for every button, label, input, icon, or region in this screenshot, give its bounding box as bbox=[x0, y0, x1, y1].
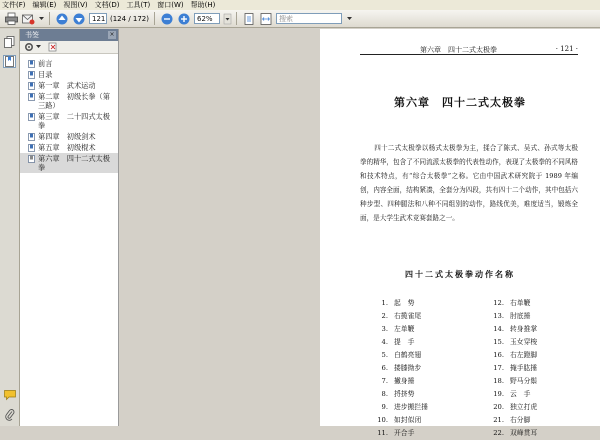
bookmark-item[interactable] bbox=[20, 111, 118, 131]
move-item bbox=[372, 427, 428, 440]
move-number: 2. bbox=[381, 312, 388, 320]
bookmark-icon bbox=[28, 113, 35, 121]
bookmark-icon bbox=[28, 71, 35, 79]
move-name: 提 手 bbox=[394, 338, 415, 346]
next-page-icon[interactable] bbox=[72, 12, 86, 26]
move-item bbox=[372, 362, 428, 375]
zoom-in-icon[interactable] bbox=[177, 12, 191, 26]
move-number: 22. bbox=[493, 429, 504, 437]
bookmark-icon bbox=[28, 144, 35, 152]
bookmark-item[interactable] bbox=[20, 131, 118, 142]
move-item bbox=[488, 336, 537, 349]
zoom-dropdown-icon[interactable] bbox=[223, 12, 231, 26]
running-head bbox=[360, 43, 578, 55]
menu-view[interactable]: 视图(V) bbox=[63, 1, 88, 9]
page-number-input[interactable]: 121 bbox=[89, 13, 107, 24]
move-item bbox=[488, 362, 537, 375]
move-item bbox=[488, 388, 537, 401]
move-number: 13. bbox=[493, 312, 504, 320]
move-name: 进步搬拦捶 bbox=[394, 403, 428, 411]
move-name: 右分脚 bbox=[510, 416, 531, 424]
move-name: 开合手 bbox=[394, 429, 415, 437]
move-number: 5. bbox=[381, 351, 388, 359]
move-number: 3. bbox=[381, 325, 388, 333]
fit-page-icon[interactable] bbox=[242, 12, 256, 26]
zoom-level-input[interactable]: 62% bbox=[194, 13, 220, 24]
document-page bbox=[320, 29, 600, 437]
previous-page-icon[interactable] bbox=[55, 12, 69, 26]
navigation-rail bbox=[0, 29, 20, 426]
move-name: 肘底捶 bbox=[510, 312, 531, 320]
move-name: 野马分鬃 bbox=[510, 377, 538, 385]
menu-tools[interactable]: 工具(T) bbox=[126, 1, 151, 9]
move-number: 8. bbox=[381, 390, 388, 398]
bookmark-label: 第二章 初级长拳（第三路） bbox=[38, 92, 110, 110]
bookmark-label: 第三章 二十四式太极拳 bbox=[38, 112, 110, 130]
moves-list-left bbox=[372, 297, 428, 440]
bookmark-icon bbox=[28, 133, 35, 141]
bookmarks-pane bbox=[20, 29, 119, 426]
toolbar-divider bbox=[49, 12, 50, 25]
move-item bbox=[488, 323, 537, 336]
print-icon[interactable] bbox=[4, 12, 18, 26]
move-number: 10. bbox=[377, 416, 388, 424]
menu-document[interactable]: 文档(D) bbox=[94, 1, 120, 9]
bookmark-item[interactable] bbox=[20, 69, 118, 80]
menu-help[interactable]: 帮助(H) bbox=[190, 1, 216, 9]
move-number: 1. bbox=[381, 299, 388, 307]
move-name: 白鹤亮翅 bbox=[394, 351, 422, 359]
menubar bbox=[0, 0, 600, 10]
bookmark-list bbox=[20, 54, 118, 173]
bookmark-item[interactable] bbox=[20, 91, 118, 111]
move-name: 右单鞭 bbox=[510, 299, 531, 307]
chapter-title: 第六章 四十二式太极拳 bbox=[394, 96, 526, 109]
page-number: · 121 · bbox=[555, 45, 578, 53]
move-number: 15. bbox=[493, 338, 504, 346]
zoom-out-icon[interactable] bbox=[160, 12, 174, 26]
intro-paragraph-text: 四十二式太极拳以杨式太极拳为主，揉合了陈式、吴式、孙式等太极拳的精华，包含了不同流派太极拳的代表性动作，表现了太极拳的不同风格和技术特点，有“综合太极拳”之称。它由中国武术研究院于 1989 年编创，内容全面，结构紧凑，全套分为四段，共有四十二个动作，其中包括六种步型、四种腿法和八种不同组别的动作，路线优美，难度适当，锻炼全面，是大学生武术竞赛套路之一。 bbox=[360, 144, 578, 222]
menu-window[interactable]: 窗口(W) bbox=[157, 1, 184, 9]
move-number: 17. bbox=[493, 364, 504, 372]
close-icon[interactable]: × bbox=[109, 31, 115, 38]
move-name: 如封似闭 bbox=[394, 416, 422, 424]
move-item bbox=[372, 310, 428, 323]
move-item bbox=[488, 349, 537, 362]
fit-width-icon[interactable] bbox=[259, 12, 273, 26]
comments-icon[interactable] bbox=[3, 388, 16, 401]
bookmarks-panel-icon[interactable] bbox=[3, 55, 16, 68]
bookmark-icon bbox=[28, 82, 35, 90]
email-icon[interactable] bbox=[21, 12, 35, 26]
search-input[interactable]: 搜索 bbox=[276, 13, 342, 24]
move-number: 18. bbox=[493, 377, 504, 385]
bookmark-item[interactable] bbox=[20, 80, 118, 91]
pages-panel-icon[interactable] bbox=[3, 35, 16, 48]
move-number: 11. bbox=[377, 429, 388, 437]
delete-bookmark-icon[interactable] bbox=[48, 42, 58, 52]
move-name: 掩手肱捶 bbox=[510, 364, 538, 372]
move-item bbox=[488, 375, 537, 388]
bookmark-options-icon[interactable] bbox=[24, 42, 34, 52]
move-number: 21. bbox=[493, 416, 504, 424]
toolbar bbox=[0, 10, 600, 28]
move-name: 捋挤势 bbox=[394, 390, 415, 398]
page-count-label: (124 / 172) bbox=[110, 14, 149, 23]
move-name: 起 势 bbox=[394, 299, 415, 307]
bookmark-item-selected[interactable] bbox=[20, 153, 118, 173]
move-item bbox=[488, 401, 537, 414]
chevron-down-icon[interactable] bbox=[36, 42, 42, 52]
bookmark-icon bbox=[28, 93, 35, 101]
move-item bbox=[488, 414, 537, 427]
move-name: 转身推掌 bbox=[510, 325, 538, 333]
move-item bbox=[488, 427, 537, 440]
move-name: 云 手 bbox=[510, 390, 531, 398]
email-dropdown-icon[interactable] bbox=[38, 12, 44, 26]
bookmark-label: 第四章 初级剑术 bbox=[38, 132, 96, 141]
move-name: 左单鞭 bbox=[394, 325, 415, 333]
move-name: 双峰贯耳 bbox=[510, 429, 538, 437]
toolbar-divider bbox=[236, 12, 237, 25]
intro-paragraph bbox=[360, 141, 578, 225]
bookmark-item[interactable] bbox=[20, 142, 118, 153]
document-viewport-background bbox=[119, 29, 320, 426]
search-dropdown-icon[interactable] bbox=[345, 12, 353, 26]
move-name: 右左蹬脚 bbox=[510, 351, 538, 359]
move-number: 19. bbox=[493, 390, 504, 398]
bookmark-label: 第六章 四十二式太极拳 bbox=[38, 154, 110, 172]
bookmarks-toolbar bbox=[20, 41, 118, 54]
move-number: 7. bbox=[381, 377, 388, 385]
move-number: 16. bbox=[493, 351, 504, 359]
bookmark-label: 前言 bbox=[38, 59, 53, 68]
running-head-title: 第六章 四十二式太极拳 bbox=[420, 46, 497, 54]
bookmarks-pane-header bbox=[20, 29, 118, 41]
move-name: 搂膝拗步 bbox=[394, 364, 422, 372]
bookmark-icon bbox=[28, 60, 35, 68]
move-number: 14. bbox=[493, 325, 504, 333]
move-number: 4. bbox=[381, 338, 388, 346]
bookmark-label: 目录 bbox=[38, 70, 53, 79]
move-item bbox=[372, 414, 428, 427]
move-item bbox=[372, 336, 428, 349]
move-item bbox=[488, 310, 537, 323]
move-item bbox=[372, 297, 428, 310]
bookmark-icon bbox=[28, 155, 35, 163]
move-item bbox=[372, 388, 428, 401]
move-number: 12. bbox=[493, 299, 504, 307]
attachments-icon[interactable] bbox=[3, 408, 16, 421]
bookmark-label: 第一章 武术运动 bbox=[38, 81, 96, 90]
move-number: 9. bbox=[381, 403, 388, 411]
toolbar-divider bbox=[154, 12, 155, 25]
move-name: 撇身捶 bbox=[394, 377, 415, 385]
move-number: 6. bbox=[381, 364, 388, 372]
menu-edit[interactable]: 编辑(E) bbox=[32, 1, 57, 9]
move-name: 右揽雀尾 bbox=[394, 312, 422, 320]
move-name: 独立打虎 bbox=[510, 403, 538, 411]
move-item bbox=[372, 375, 428, 388]
bookmarks-pane-title: 书签 bbox=[25, 31, 39, 39]
moves-list-right bbox=[488, 297, 537, 440]
move-item bbox=[372, 323, 428, 336]
move-item bbox=[372, 349, 428, 362]
move-number: 20. bbox=[493, 403, 504, 411]
move-item bbox=[488, 297, 537, 310]
menu-file[interactable]: 文件(F) bbox=[2, 1, 26, 9]
move-item bbox=[372, 401, 428, 414]
bookmark-item[interactable] bbox=[20, 58, 118, 69]
section-title: 四十二式太极拳动作名称 bbox=[405, 269, 515, 279]
move-name: 玉女穿梭 bbox=[510, 338, 538, 346]
bookmark-label: 第五章 初级棍术 bbox=[38, 143, 96, 152]
